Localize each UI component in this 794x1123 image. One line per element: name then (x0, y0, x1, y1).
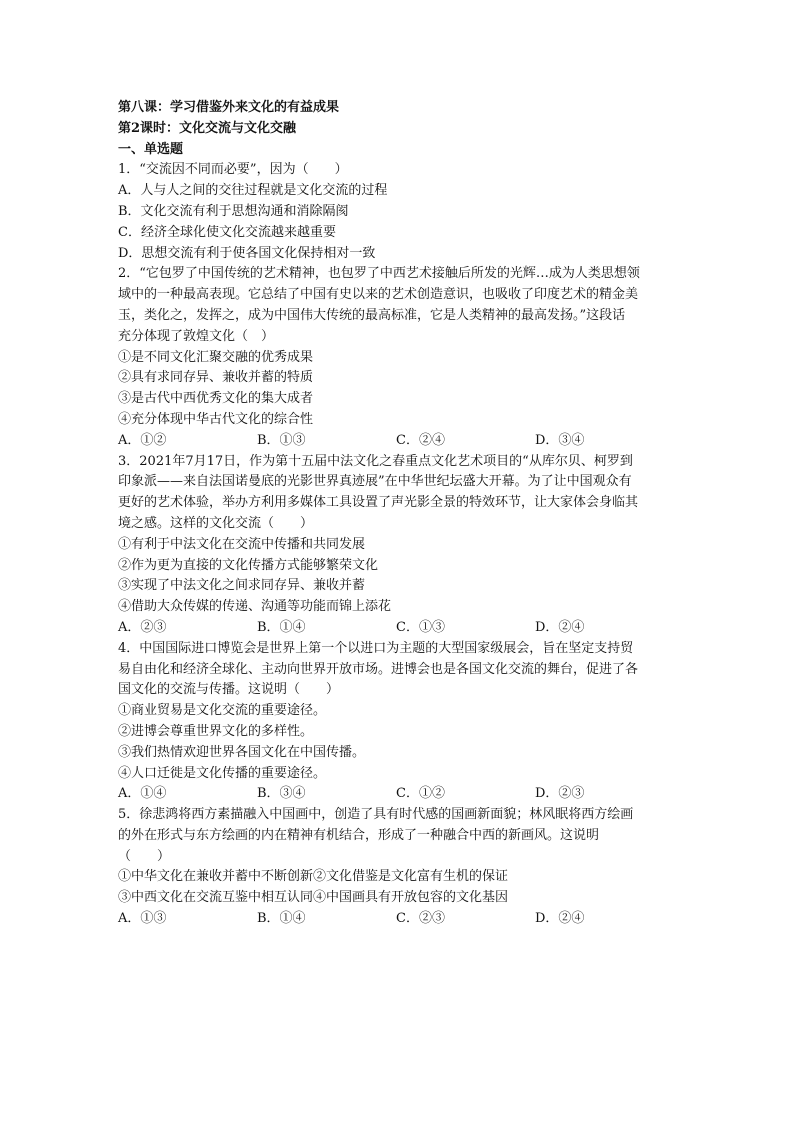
statement-pair-2: ③中西文化在交流互鉴中相互认同④中国画具有开放包容的文化基因 (118, 890, 509, 906)
question-stem-line: 更好的艺术体验，举办方利用多媒体工具设置了声光影全景的特效环节，让大家体会身临其 (118, 495, 639, 511)
question-1 (118, 160, 678, 264)
question-stem-line: 玉，类化之，发挥之，成为中国伟大传统的最高标准，它是人类精神的最高发扬。”这段话 (118, 307, 626, 323)
choice-a: A．人与人之间的交往过程就是文化交流的过程 (118, 183, 388, 199)
question-stem-line: 域中的一种最高表现。它总结了中国有史以来的艺术创造意识，也吸收了印度艺术的精金美 (118, 287, 639, 303)
period-title: 第2课时：文化交流与文化交融 (118, 120, 297, 136)
question-stem-line: 3．2021年7月17日，作为第十五届中法文化之春重点文化艺术项目的“从库尔贝、柯罗到 (118, 453, 633, 469)
question-stem-line: 易自由化和经济全球化、主动向世界开放市场。进博会也是各国文化交流的舞台，促进了各 (118, 661, 639, 677)
question-4 (118, 639, 678, 805)
statement-1: ①有利于中法文化在交流中传播和共同发展 (118, 536, 366, 552)
option-b: B．①④ (257, 911, 306, 927)
option-c: C．②③ (396, 911, 445, 927)
option-d: D．②④ (535, 911, 585, 927)
statement-3: ③实现了中法文化之间求同存异、兼收并蓄 (118, 578, 366, 594)
question-stem-line: 国文化的交流与传播。这说明（ ） (118, 682, 340, 698)
statement-3: ③我们热情欢迎世界各国文化在中国传播。 (118, 744, 366, 760)
question-stem-line: 的外在形式与东方绘画的内在精神有机结合，形成了一种融合中西的新画风。这说明 (118, 827, 600, 843)
option-b: B．①④ (257, 619, 306, 635)
statement-1: ①是不同文化汇聚交融的优秀成果 (118, 349, 314, 365)
question-stem-line: 充分体现了敦煌文化（ ） (118, 328, 275, 344)
option-a: A．①③ (118, 911, 167, 927)
option-c: C．①② (396, 786, 445, 802)
option-c: C．①③ (396, 619, 445, 635)
question-3 (118, 452, 678, 639)
choice-b: B．文化交流有利于思想沟通和消除隔阂 (118, 203, 349, 219)
choice-c: C．经济全球化使文化交流越来越重要 (118, 224, 336, 240)
choice-d: D．思想交流有利于使各国文化保持相对一致 (118, 245, 376, 261)
option-d: D．③④ (535, 432, 585, 448)
statement-2: ②作为更为直接的文化传播方式能够繁荣文化 (118, 557, 379, 573)
document-page (118, 98, 678, 930)
section-title: 一、单选题 (118, 141, 184, 157)
question-stem-line: 印象派——来自法国诺曼底的光影世界真迹展”在中华世纪坛盛大开幕。为了让中国观众有 (118, 474, 632, 490)
question-stem-line: 5．徐悲鸿将西方素描融入中国画中，创造了具有时代感的国画新面貌；林风眠将西方绘画 (118, 807, 634, 823)
answer-options (118, 909, 678, 930)
statement-4: ④充分体现中华古代文化的综合性 (118, 411, 314, 427)
statement-2: ②具有求同存异、兼收并蓄的特质 (118, 370, 314, 386)
option-d: D．②④ (535, 619, 585, 635)
option-b: B．③④ (257, 786, 306, 802)
answer-options (118, 618, 678, 639)
option-a: A．②③ (118, 619, 167, 635)
question-2 (118, 264, 678, 451)
question-stem-line: （ ） (118, 848, 171, 864)
statement-4: ④人口迁徙是文化传播的重要途径。 (118, 765, 327, 781)
statement-2: ②进博会尊重世界文化的多样性。 (118, 723, 314, 739)
statement-4: ④借助大众传媒的传递、沟通等功能而锦上添花 (118, 599, 392, 615)
option-d: D．②③ (535, 786, 585, 802)
question-stem-line: 境之感。这样的文化交流（ ） (118, 515, 314, 531)
statement-3: ③是古代中西优秀文化的集大成者 (118, 391, 314, 407)
question-5 (118, 805, 678, 930)
option-c: C．②④ (396, 432, 445, 448)
option-a: A．①② (118, 432, 167, 448)
option-b: B．①③ (257, 432, 306, 448)
question-stem-line: 2．“它包罗了中国传统的艺术精神，也包罗了中西艺术接触后所发的光辉…成为人类思想领 (118, 266, 640, 282)
lesson-title: 第八课：学习借鉴外来文化的有益成果 (118, 100, 340, 115)
statement-1: ①商业贸易是文化交流的重要途径。 (118, 703, 327, 719)
statement-pair-1: ①中华文化在兼收并蓄中不断创新②文化借鉴是文化富有生机的保证 (118, 869, 509, 885)
option-a: A．①④ (118, 786, 167, 802)
answer-options (118, 431, 678, 452)
question-stem-line: 4．中国国际进口博览会是世界上第一个以进口为主题的大型国家级展会，旨在坚定支持贸 (118, 640, 634, 656)
answer-options (118, 784, 678, 805)
question-stem-line: 1．“交流因不同而必要”，因为（ ） (118, 162, 348, 178)
